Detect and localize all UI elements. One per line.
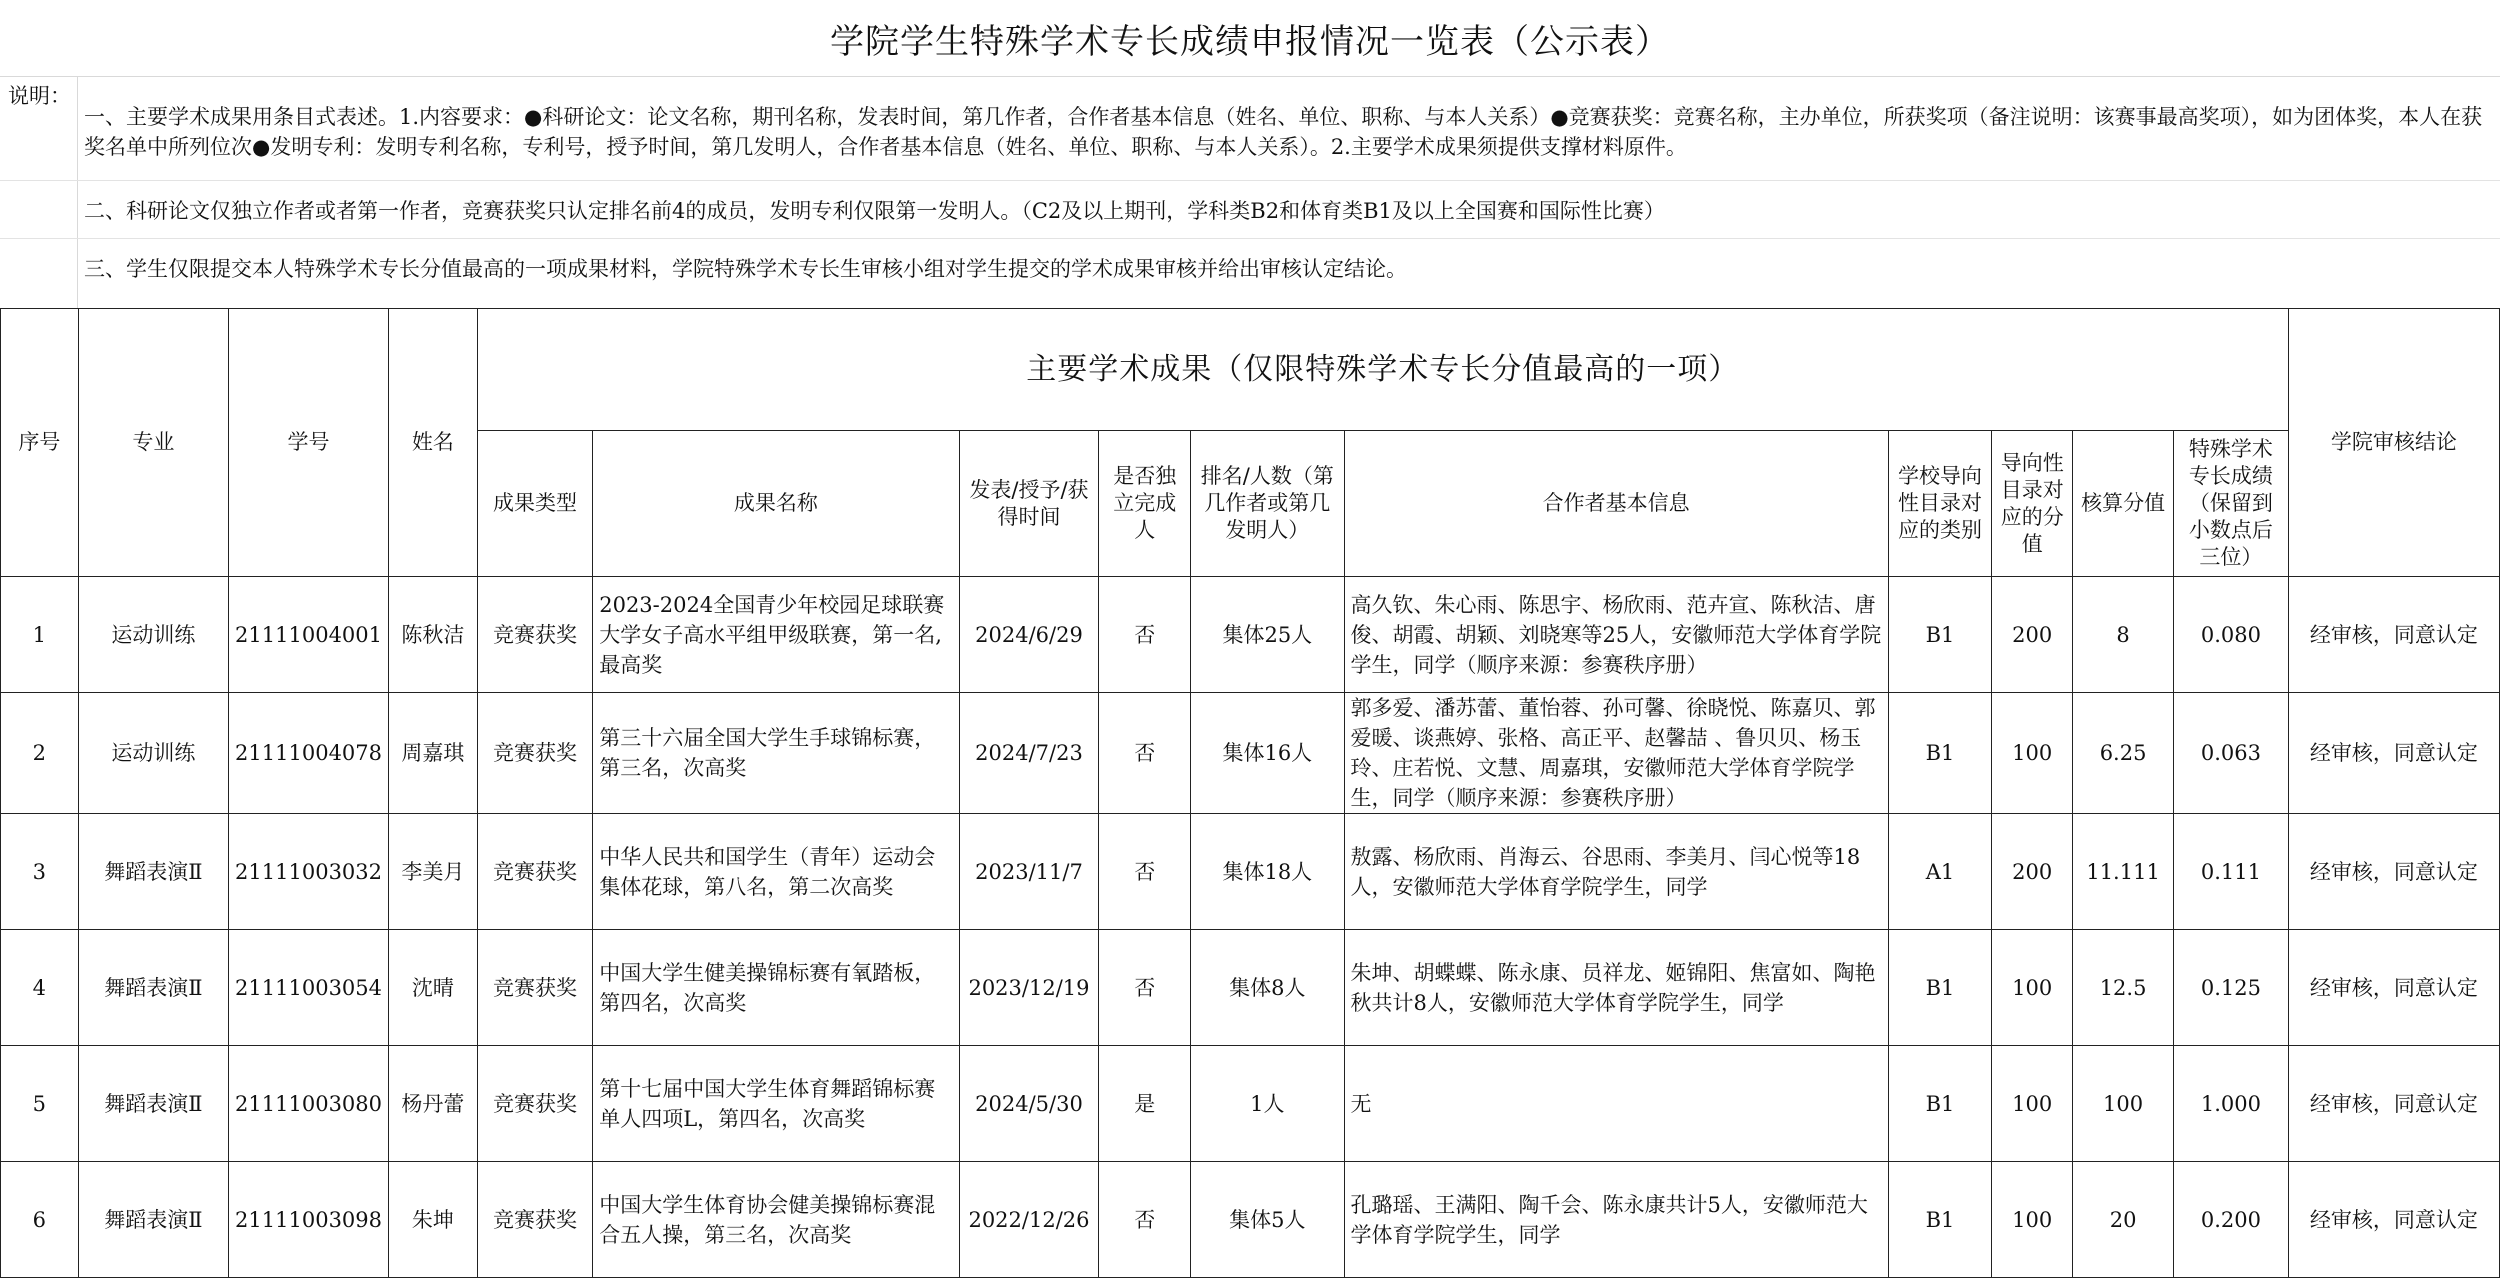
cell-score: 200 (1992, 577, 2073, 693)
cell-calc: 6.25 (2073, 693, 2174, 814)
cell-name: 周嘉琪 (389, 693, 478, 814)
cell-title: 中国大学生体育协会健美操锦标赛混合五人操，第三名，次高奖 (593, 1162, 959, 1278)
note-item-1: 一、主要学术成果用条目式表述。1.内容要求：●科研论文：论文名称，期刊名称，发表时间，第几作者，合作者基本信息（姓名、单位、职称、与本人关系）●竞赛获奖：竞赛名称，主办单位，所获奖项（备注说明：该赛事最高奖项），如为团体奖，本人在获奖名单中所列位次●发明专利：发明专利名称，专利号，授予时间，第几发明人，合作者基本信息（姓名、单位、职称、与本人关系）。2.主要学术成果须提供支撑材料原件。 (84, 105, 2483, 159)
cell-date: 2024/5/30 (959, 1046, 1099, 1162)
cell-final: 0.063 (2174, 693, 2289, 814)
cell-calc: 8 (2073, 577, 2174, 693)
header-final: 特殊学术专长成绩（保留到小数点后三位） (2174, 431, 2289, 577)
cell-review: 经审核，同意认定 (2288, 1162, 2499, 1278)
cell-type: 竞赛获奖 (477, 693, 593, 814)
cell-name: 李美月 (389, 814, 478, 930)
cell-rank: 集体5人 (1191, 1162, 1344, 1278)
cell-calc: 12.5 (2073, 930, 2174, 1046)
cell-independent: 否 (1099, 1162, 1191, 1278)
header-date: 发表/授予/获得时间 (959, 431, 1099, 577)
cell-independent: 否 (1099, 814, 1191, 930)
note-item-3: 三、学生仅限提交本人特殊学术专长分值最高的一项成果材料，学院特殊学术专长生审核小组对学生提交的学术成果审核并给出审核认定结论。 (84, 257, 1407, 281)
cell-independent: 是 (1099, 1046, 1191, 1162)
cell-title: 第十七届中国大学生体育舞蹈锦标赛单人四项L，第四名，次高奖 (593, 1046, 959, 1162)
header-review: 学院审核结论 (2288, 309, 2499, 577)
header-category: 学校导向性目录对应的类别 (1888, 431, 1992, 577)
cell-rank: 集体8人 (1191, 930, 1344, 1046)
cell-final: 1.000 (2174, 1046, 2289, 1162)
cell-seq: 3 (1, 814, 79, 930)
header-type: 成果类型 (477, 431, 593, 577)
cell-calc: 11.111 (2073, 814, 2174, 930)
cell-final: 0.080 (2174, 577, 2289, 693)
cell-title: 2023-2024全国青少年校园足球联赛大学女子高水平组甲级联赛，第一名,最高奖 (593, 577, 959, 693)
cell-title: 中国大学生健美操锦标赛有氧踏板，第四名，次高奖 (593, 930, 959, 1046)
table-row (1, 1162, 2500, 1278)
notes-section (0, 76, 2500, 308)
cell-category: B1 (1888, 577, 1992, 693)
notes-rule (0, 180, 2500, 181)
cell-student-id: 21111004001 (229, 577, 389, 693)
cell-name: 陈秋洁 (389, 577, 478, 693)
cell-rank: 集体16人 (1191, 693, 1344, 814)
cell-date: 2023/11/7 (959, 814, 1099, 930)
header-main-achievements: 主要学术成果（仅限特殊学术专长分值最高的一项） (477, 309, 2288, 431)
header-partners: 合作者基本信息 (1344, 431, 1888, 577)
header-rank: 排名/人数（第几作者或第几发明人） (1191, 431, 1344, 577)
table-row (1, 814, 2500, 930)
cell-major: 舞蹈表演Ⅱ (78, 814, 228, 930)
cell-name: 沈晴 (389, 930, 478, 1046)
cell-title: 中华人民共和国学生（青年）运动会集体花球，第八名，第二次高奖 (593, 814, 959, 930)
cell-final: 0.111 (2174, 814, 2289, 930)
cell-score: 100 (1992, 1162, 2073, 1278)
cell-category: B1 (1888, 1046, 1992, 1162)
cell-score: 200 (1992, 814, 2073, 930)
cell-category: A1 (1888, 814, 1992, 930)
cell-calc: 100 (2073, 1046, 2174, 1162)
cell-type: 竞赛获奖 (477, 814, 593, 930)
cell-date: 2023/12/19 (959, 930, 1099, 1046)
cell-seq: 5 (1, 1046, 79, 1162)
cell-seq: 1 (1, 577, 79, 693)
cell-partners: 郭多爱、潘苏蕾、董怡蓉、孙可馨、徐晓悦、陈嘉贝、郭爱暖、谈燕婷、张格、高正平、赵馨喆 、鲁贝贝、杨玉玲、庄若悦、文慧、周嘉琪，安徽师范大学体育学院学生，同学（顺序来源：参赛秩序册） (1344, 693, 1888, 814)
cell-seq: 6 (1, 1162, 79, 1278)
cell-major: 运动训练 (78, 693, 228, 814)
cell-major: 舞蹈表演Ⅱ (78, 1046, 228, 1162)
cell-student-id: 21111003080 (229, 1046, 389, 1162)
header-calc: 核算分值 (2073, 431, 2174, 577)
cell-category: B1 (1888, 930, 1992, 1046)
cell-rank: 集体25人 (1191, 577, 1344, 693)
cell-review: 经审核，同意认定 (2288, 693, 2499, 814)
header-seq: 序号 (1, 309, 79, 577)
table-row (1, 693, 2500, 814)
table-row (1, 1046, 2500, 1162)
table-row (1, 577, 2500, 693)
cell-title: 第三十六届全国大学生手球锦标赛，第三名，次高奖 (593, 693, 959, 814)
cell-score: 100 (1992, 693, 2073, 814)
cell-student-id: 21111003098 (229, 1162, 389, 1278)
header-title: 成果名称 (593, 431, 959, 577)
cell-score: 100 (1992, 930, 2073, 1046)
cell-type: 竞赛获奖 (477, 1046, 593, 1162)
header-student-id: 学号 (229, 309, 389, 577)
header-score: 导向性目录对应的分值 (1992, 431, 2073, 577)
cell-seq: 4 (1, 930, 79, 1046)
cell-name: 朱坤 (389, 1162, 478, 1278)
notes-rule (0, 238, 2500, 239)
cell-date: 2024/6/29 (959, 577, 1099, 693)
cell-independent: 否 (1099, 930, 1191, 1046)
header-independent: 是否独立完成人 (1099, 431, 1191, 577)
cell-category: B1 (1888, 693, 1992, 814)
cell-review: 经审核，同意认定 (2288, 814, 2499, 930)
cell-major: 舞蹈表演Ⅱ (78, 930, 228, 1046)
cell-rank: 1人 (1191, 1046, 1344, 1162)
cell-partners: 敖露、杨欣雨、肖海云、谷思雨、李美月、闫心悦等18人，安徽师范大学体育学院学生，同学 (1344, 814, 1888, 930)
header-row-1 (1, 309, 2500, 431)
cell-date: 2024/7/23 (959, 693, 1099, 814)
cell-seq: 2 (1, 693, 79, 814)
header-major: 专业 (78, 309, 228, 577)
cell-partners: 无 (1344, 1046, 1888, 1162)
cell-review: 经审核，同意认定 (2288, 930, 2499, 1046)
page-title: 学院学生特殊学术专长成绩申报情况一览表（公示表） (0, 0, 2500, 77)
cell-review: 经审核，同意认定 (2288, 1046, 2499, 1162)
cell-final: 0.125 (2174, 930, 2289, 1046)
cell-partners: 朱坤、胡蝶蝶、陈永康、员祥龙、姬锦阳、焦富如、陶艳秋共计8人，安徽师范大学体育学院学生，同学 (1344, 930, 1888, 1046)
cell-student-id: 21111003054 (229, 930, 389, 1046)
cell-calc: 20 (2073, 1162, 2174, 1278)
cell-date: 2022/12/26 (959, 1162, 1099, 1278)
cell-type: 竞赛获奖 (477, 1162, 593, 1278)
cell-category: B1 (1888, 1162, 1992, 1278)
cell-major: 运动训练 (78, 577, 228, 693)
table-row (1, 930, 2500, 1046)
cell-type: 竞赛获奖 (477, 930, 593, 1046)
notes-label: 说明： (8, 84, 71, 108)
notes-divider (77, 76, 78, 308)
cell-type: 竞赛获奖 (477, 577, 593, 693)
cell-rank: 集体18人 (1191, 814, 1344, 930)
applications-table (0, 308, 2500, 1278)
cell-major: 舞蹈表演Ⅱ (78, 1162, 228, 1278)
cell-final: 0.200 (2174, 1162, 2289, 1278)
cell-review: 经审核，同意认定 (2288, 577, 2499, 693)
cell-independent: 否 (1099, 577, 1191, 693)
cell-student-id: 21111004078 (229, 693, 389, 814)
cell-score: 100 (1992, 1046, 2073, 1162)
cell-student-id: 21111003032 (229, 814, 389, 930)
cell-independent: 否 (1099, 693, 1191, 814)
cell-name: 杨丹蕾 (389, 1046, 478, 1162)
header-name: 姓名 (389, 309, 478, 577)
cell-partners: 孔璐瑶、王满阳、陶千会、陈永康共计5人，安徽师范大学体育学院学生，同学 (1344, 1162, 1888, 1278)
note-item-2: 二、科研论文仅独立作者或者第一作者，竞赛获奖只认定排名前4的成员，发明专利仅限第一发明人。（C2及以上期刊，学科类B2和体育类B1及以上全国赛和国际性比赛） (84, 199, 1665, 223)
cell-partners: 高久钦、朱心雨、陈思宇、杨欣雨、范卉宣、陈秋洁、唐俊、胡霞、胡颖、刘晓寒等25人，安徽师范大学体育学院学生，同学（顺序来源：参赛秩序册） (1344, 577, 1888, 693)
